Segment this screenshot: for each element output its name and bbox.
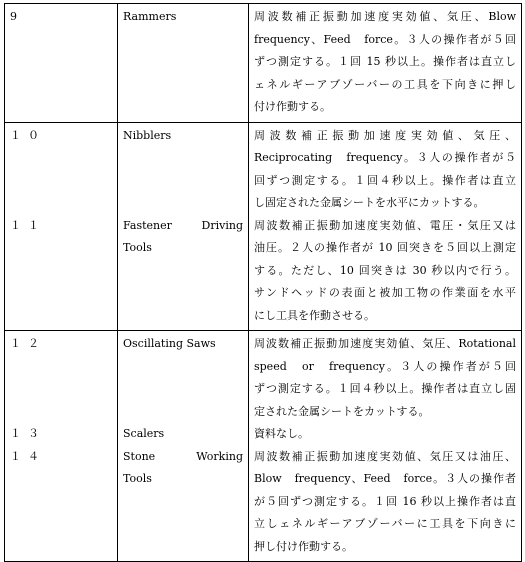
description-line: Reciprocating frequency。３人の操作者が５ [254,151,516,164]
description-line: する。ただし、10 回突きは 30 秒以内で行う。 [254,263,516,277]
tool-name-cell [118,331,249,562]
description-cell [249,122,522,331]
item-number: １４ [10,449,46,463]
description-cell [249,4,522,123]
item-number: 9 [10,10,17,23]
number-cell [5,122,118,331]
number-cell [5,331,118,562]
description-line: 付け作動する。 [254,100,331,113]
tool-name: Rammers [123,10,177,23]
item-number: １０ [10,128,46,142]
description-line: 周波数補正振動加速度実効値、気圧又は油圧、 [254,449,516,463]
tool-name-cell [118,122,249,331]
table-row [5,331,522,562]
description-line: 周波数補正振動加速度実効値、電圧・気圧又は [254,218,516,232]
description-line: 定された金属シートをカットする。 [254,404,430,418]
description-line: 立しェネルギーアブゾーバーに工具を下向きに [254,517,516,530]
description-line: 油圧。２人の操作者が 10 回突きを５回以上測定 [254,241,516,254]
description-line: 資料なし。 [254,427,309,440]
description-line: ずつ測定する。１回４秒以上。操作者は直立し固 [254,382,516,395]
description-line: 押し付け作動する。 [254,539,353,553]
description-cell [249,331,522,562]
tool-name: Fastener Driving [123,218,243,232]
tool-measurement-table [4,3,522,562]
tool-name: Scalers [123,427,165,440]
description-line: ェネルギーアブゾーバーの工具を下向きに押し [254,77,516,91]
item-number: １２ [10,337,46,350]
description-line: 周波数補正振動加速度実効値、気圧、Blow [254,10,516,23]
description-line: 回ずつ測定する。１回４秒以上。操作者は直立 [254,173,516,187]
description-line: サンドヘッドの表面と被加工物の作業面を水平 [254,286,516,299]
description-line: 周波数補正振動加速度実効値、気圧、Rotational [254,337,516,350]
tool-name: Stone Working [123,449,243,463]
tool-name-cell [118,4,249,123]
description-line: にし工具を作動させる。 [254,308,375,322]
description-line: ずつ測定する。１回 15 秒以上。操作者は直立し [254,55,516,68]
tool-name: Oscillating Saws [123,337,216,350]
table-row [5,4,522,123]
table-row [5,122,522,331]
number-cell [5,4,118,123]
tool-name: Tools [123,472,152,485]
description-line: frequency、Feed force。３人の操作者が５回 [254,32,516,46]
description-line: 周波数補正振動加速度実効値、気圧、 [254,128,516,142]
description-line: Blow frequency、Feed force。３人の操作者 [254,472,516,485]
item-number: １１ [10,218,46,232]
item-number: １３ [10,427,46,440]
description-line: し固定された金属シートを水平にカットする。 [254,196,485,209]
tool-name: Nibblers [123,128,172,142]
description-line: speed or frequency。３人の操作者が５回 [254,359,516,373]
tool-name: Tools [123,241,152,254]
description-line: が５回ずつ測定する。１回 16 秒以上操作者は直 [254,494,516,508]
